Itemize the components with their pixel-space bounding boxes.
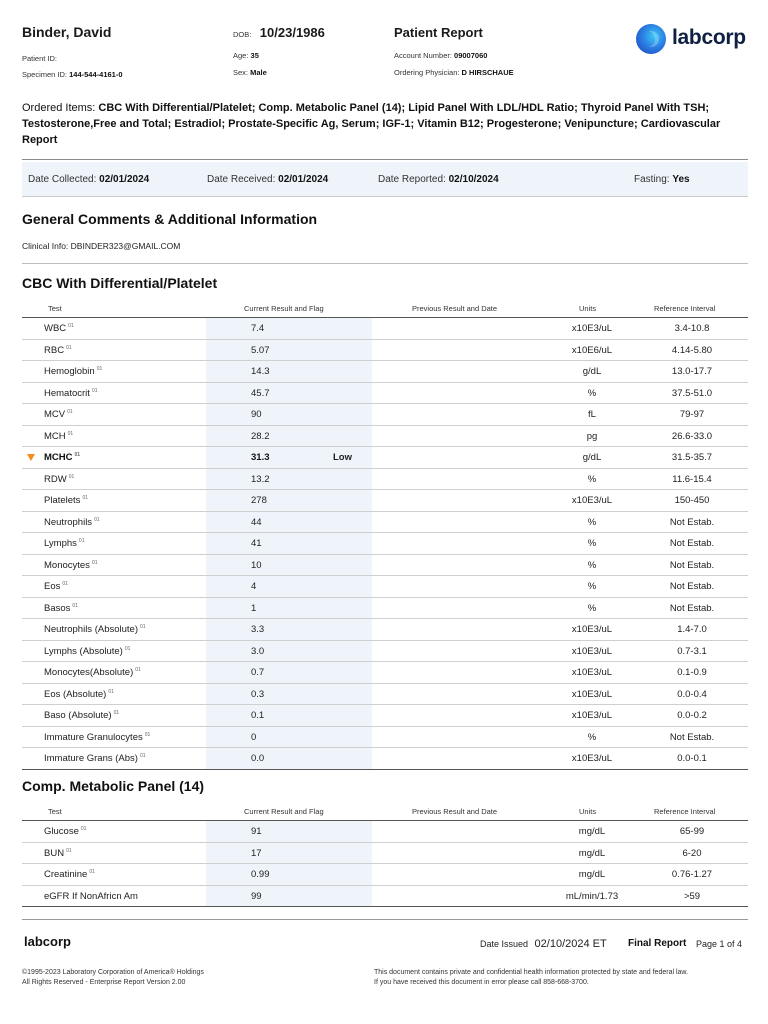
footnote-marker: 01 — [80, 826, 87, 832]
dates-band — [22, 162, 748, 197]
test-name — [44, 495, 88, 506]
current-result-shade — [206, 426, 372, 447]
footnote-marker: 01 — [96, 366, 103, 372]
page-number: Page 1 of 4 — [696, 939, 743, 949]
current-result-shade — [206, 619, 372, 640]
fasting — [634, 174, 690, 185]
report-title: Patient Report — [394, 25, 483, 40]
footnote-marker: 01 — [140, 624, 146, 630]
footnote-marker: 01 — [62, 581, 68, 587]
reference-interval: 31.5-35.7 — [671, 452, 713, 463]
header-units: Units — [579, 807, 597, 816]
footnote-marker: 01 — [68, 473, 75, 480]
test-name — [44, 710, 119, 721]
confidentiality-line-2: If you have received this document in error please call 858-668-3700. — [374, 979, 589, 986]
reference-interval: Not Estab. — [669, 538, 715, 549]
test-name-text: Neutrophils — [44, 516, 93, 528]
table-row — [22, 318, 748, 340]
units: g/dL — [582, 366, 602, 377]
current-result-shade — [206, 598, 372, 619]
cmp-section-title: Comp. Metabolic Panel (14) — [22, 778, 205, 794]
units: x10E3/uL — [571, 710, 613, 721]
footnote-marker: 01 — [124, 645, 131, 652]
cmp-rows — [22, 821, 748, 907]
date-issued-label: Date Issued — [480, 939, 529, 949]
date-issued — [480, 938, 607, 950]
test-name-text: Lymphs — [44, 538, 77, 550]
test-name-text: Basos — [44, 602, 71, 614]
patient-id-label: Patient ID: — [22, 54, 58, 63]
current-result-shade — [206, 361, 372, 382]
sex-value: Male — [250, 68, 267, 77]
current-result: 0.0 — [251, 753, 265, 764]
header-reference-interval: Reference Interval — [654, 807, 716, 816]
units: % — [587, 581, 597, 592]
table-row — [22, 426, 748, 448]
units: % — [587, 559, 597, 571]
test-name — [44, 517, 100, 528]
reference-interval: 0.1-0.9 — [677, 667, 707, 678]
test-name-text: Immature Granulocytes — [44, 731, 143, 743]
test-name — [44, 646, 130, 657]
units: x10E3/uL — [571, 624, 613, 635]
table-row — [22, 512, 748, 534]
current-result-shade — [206, 727, 372, 748]
test-name — [44, 891, 140, 902]
current-result-shade — [206, 684, 372, 705]
units: % — [587, 731, 597, 743]
current-result-shade — [206, 662, 372, 683]
current-result: 28.2 — [251, 430, 270, 442]
table-row — [22, 619, 748, 641]
copyright — [22, 968, 322, 988]
reference-interval: 3.4-10.8 — [674, 323, 710, 334]
reference-interval: 0.0-0.4 — [677, 688, 707, 700]
test-name — [44, 753, 146, 764]
test-name-text: Baso (Absolute) — [44, 710, 112, 722]
footnote-marker: 01 — [67, 409, 73, 415]
labcorp-logo-icon — [636, 24, 666, 54]
footnote-marker: 01 — [89, 869, 95, 875]
reference-interval: >59 — [683, 890, 701, 902]
cbc-section-title: CBC With Differential/Platelet — [22, 275, 218, 291]
reference-interval: Not Estab. — [669, 731, 715, 743]
test-name-text: Immature Grans (Abs) — [44, 753, 138, 765]
copyright-line-2: All Rights Reserved - Enterprise Report Version 2.00 — [22, 979, 186, 986]
cbc-table — [22, 299, 748, 770]
test-name — [44, 366, 102, 377]
test-name — [44, 560, 98, 571]
test-name-text: BUN — [44, 847, 65, 859]
current-result-shade — [206, 469, 372, 490]
warning-triangle-icon — [27, 454, 35, 461]
table-row — [22, 662, 748, 684]
units: % — [587, 602, 597, 614]
table-row — [22, 404, 748, 426]
test-name — [44, 826, 86, 837]
test-name — [44, 452, 80, 463]
current-result: 7.4 — [251, 323, 265, 334]
test-name-text: Hematocrit — [44, 387, 90, 399]
current-result-shade — [206, 864, 372, 885]
reference-interval: 11.6-15.4 — [672, 473, 712, 485]
current-result: 0.99 — [251, 869, 270, 880]
reference-interval: 0.76-1.27 — [671, 869, 713, 880]
reference-interval: 65-99 — [679, 826, 705, 837]
cbc-rows — [22, 318, 748, 770]
units: x10E6/uL — [571, 344, 613, 356]
table-row — [22, 705, 748, 727]
fasting-label: Fasting: — [634, 174, 670, 185]
reference-interval: 1.4-7.0 — [677, 624, 707, 635]
current-result-shade — [206, 340, 372, 361]
footnote-marker: 01 — [82, 495, 88, 501]
labcorp-logo — [636, 22, 748, 56]
test-name — [44, 323, 74, 334]
current-result: 14.3 — [251, 366, 270, 377]
units: x10E3/uL — [571, 323, 613, 334]
footnote-marker: 01 — [144, 731, 151, 738]
units: x10E3/uL — [571, 645, 613, 657]
current-result-shade — [206, 821, 372, 842]
test-name-text: Neutrophils (Absolute) — [44, 624, 138, 636]
age-value: 35 — [250, 51, 259, 60]
table-row — [22, 469, 748, 491]
test-name-text: Eos (Absolute) — [44, 688, 107, 700]
table-row — [22, 748, 748, 770]
test-name-text: eGFR If NonAfricn Am — [44, 890, 138, 902]
current-result: 0.3 — [251, 688, 265, 700]
reference-interval: Not Estab. — [669, 581, 715, 592]
table-row — [22, 490, 748, 512]
ordered-items-value: CBC With Differential/Platelet; Comp. Metabolic Panel (14); Lipid Panel With LDL/HDL Ratio; Thyroid Panel With TSH; Testosterone,Free and Total; Estradiol; Prostate-Specific Ag, Serum; IGF-1; Vitamin B12; Progesterone; Venipuncture; Cardiovascular Report — [22, 102, 721, 146]
header-current-result: Current Result and Flag — [244, 807, 324, 816]
confidentiality-notice — [374, 968, 754, 988]
sex — [233, 68, 267, 77]
units: % — [587, 473, 597, 485]
units: % — [587, 516, 597, 528]
footer-logo: labcorp — [24, 934, 71, 949]
divider — [22, 159, 748, 160]
header-reference-interval: Reference Interval — [654, 304, 716, 313]
cmp-table — [22, 802, 748, 907]
units: g/dL — [582, 452, 602, 463]
test-name — [44, 409, 73, 420]
units: pg — [586, 430, 598, 442]
units: % — [587, 387, 597, 399]
date-reported-label: Date Reported: — [378, 174, 446, 185]
test-name-text: Monocytes — [44, 559, 90, 571]
date-received — [207, 174, 328, 185]
test-name-text: Creatinine — [44, 869, 88, 881]
current-result: 91 — [251, 826, 262, 837]
header-previous-result: Previous Result and Date — [412, 807, 498, 816]
footnote-marker: 01 — [108, 688, 114, 695]
current-result: 90 — [251, 409, 262, 420]
current-result-shade — [206, 555, 372, 576]
physician-value: D HIRSCHAUE — [461, 68, 514, 77]
patient-name: Binder, David — [22, 24, 112, 40]
clinical-info: Clinical Info: DBINDER323@GMAIL.COM — [22, 241, 181, 251]
test-name-text: WBC — [44, 323, 67, 335]
units: x10E3/uL — [571, 688, 613, 700]
current-result-shade — [206, 843, 372, 864]
current-result: 99 — [251, 890, 262, 902]
table-row — [22, 886, 748, 908]
current-result: 13.2 — [251, 473, 270, 485]
footnote-marker: 01 — [74, 452, 81, 458]
current-result-shade — [206, 533, 372, 554]
test-name — [44, 388, 98, 399]
units: fL — [588, 409, 596, 420]
current-result: 3.3 — [251, 624, 265, 635]
current-result: 0 — [251, 731, 257, 743]
units: mg/dL — [578, 847, 606, 859]
current-result: 4 — [251, 581, 257, 592]
footnote-marker: 01 — [91, 387, 98, 394]
table-row — [22, 598, 748, 620]
header-test: Test — [48, 807, 62, 816]
footnote-marker: 01 — [135, 667, 141, 673]
dob — [233, 24, 325, 42]
date-reported — [378, 174, 499, 185]
footnote-marker: 01 — [113, 710, 120, 716]
physician-label: Ordering Physician: — [394, 68, 460, 77]
labcorp-logo-text: labcorp — [672, 26, 746, 49]
table-row — [22, 361, 748, 383]
table-row — [22, 383, 748, 405]
current-result-shade — [206, 490, 372, 511]
footer-divider — [22, 919, 748, 920]
test-name — [44, 581, 68, 592]
table-row — [22, 555, 748, 577]
dob-value: 10/23/1986 — [259, 25, 325, 40]
reference-interval: 0.0-0.1 — [677, 753, 707, 764]
footnote-marker: 01 — [66, 344, 72, 351]
units: mg/dL — [578, 869, 606, 880]
table-row — [22, 727, 748, 749]
table-row — [22, 576, 748, 598]
copyright-line-1: ©1995-2023 Laboratory Corporation of America® Holdings — [22, 969, 204, 976]
current-result: 0.7 — [251, 667, 265, 678]
account-number — [394, 51, 487, 60]
current-result-shade — [206, 641, 372, 662]
current-result-shade — [206, 705, 372, 726]
divider — [22, 263, 748, 264]
reference-interval: 150-450 — [674, 495, 710, 506]
reference-interval: 4.14-5.80 — [671, 344, 713, 356]
fasting-value: Yes — [672, 174, 690, 185]
footnote-marker: 01 — [91, 559, 98, 566]
footnote-marker: 01 — [66, 847, 72, 854]
test-name-text: Monocytes(Absolute) — [44, 667, 134, 679]
footnote-marker: 01 — [68, 323, 74, 329]
units: x10E3/uL — [571, 667, 613, 678]
current-result: 10 — [251, 559, 262, 571]
table-header — [22, 802, 748, 821]
reference-interval: 0.7-3.1 — [677, 645, 707, 657]
account-value: 09007060 — [454, 51, 488, 60]
general-comments-title: General Comments & Additional Information — [22, 211, 318, 227]
reference-interval: Not Estab. — [669, 559, 715, 571]
current-result-shade — [206, 383, 372, 404]
footnote-marker: 01 — [72, 602, 78, 609]
test-name — [44, 538, 84, 549]
units: mL/min/1.73 — [565, 890, 619, 902]
current-result: 17 — [251, 847, 262, 859]
specimen-id — [22, 70, 123, 79]
current-result: 5.07 — [251, 344, 270, 356]
sex-label: Sex: — [233, 68, 249, 77]
current-result-shade — [206, 512, 372, 533]
reference-interval: Not Estab. — [669, 516, 715, 528]
test-name-text: MCV — [44, 409, 66, 421]
reference-interval: 37.5-51.0 — [671, 387, 713, 399]
table-row — [22, 821, 748, 843]
date-collected — [28, 174, 149, 185]
test-name — [44, 869, 95, 880]
reference-interval: 6-20 — [682, 847, 702, 859]
current-result: 41 — [251, 538, 262, 549]
test-name — [44, 624, 146, 635]
account-label: Account Number: — [394, 51, 452, 60]
date-received-value: 02/01/2024 — [278, 174, 329, 185]
result-flag: Low — [333, 452, 352, 463]
current-result: 44 — [251, 516, 262, 528]
current-result: 31.3 — [251, 452, 270, 463]
units: x10E3/uL — [571, 495, 613, 506]
test-name — [44, 689, 114, 700]
table-row — [22, 641, 748, 663]
header-current-result: Current Result and Flag — [244, 304, 324, 313]
final-report-label: Final Report — [628, 938, 687, 949]
ordering-physician — [394, 68, 514, 77]
test-name-text: RDW — [44, 473, 67, 485]
reference-interval: 0.0-0.2 — [677, 710, 707, 721]
current-result: 45.7 — [251, 387, 270, 399]
test-name — [44, 848, 72, 859]
current-result: 3.0 — [251, 645, 265, 657]
patient-id — [22, 54, 57, 63]
table-header — [22, 299, 748, 318]
test-name-text: MCH — [44, 430, 66, 442]
test-name — [44, 603, 78, 614]
current-result: 1 — [251, 602, 257, 614]
units: mg/dL — [578, 826, 606, 837]
header-test: Test — [48, 304, 62, 313]
specimen-id-label: Specimen ID: — [22, 70, 68, 79]
table-row — [22, 843, 748, 865]
test-name-text: RBC — [44, 344, 65, 356]
report-header — [22, 22, 748, 82]
age-label: Age: — [233, 51, 249, 60]
date-received-label: Date Received: — [207, 174, 276, 185]
confidentiality-line-1: This document contains private and confidential health information protected by state and federal law. — [374, 969, 689, 976]
footnote-marker: 01 — [67, 430, 74, 437]
current-result: 278 — [251, 495, 267, 506]
ordered-items — [22, 100, 748, 148]
current-result-shade — [206, 576, 372, 597]
table-row — [22, 447, 748, 469]
date-issued-value: 02/10/2024 ET — [534, 938, 607, 950]
reference-interval: Not Estab. — [669, 602, 715, 614]
footnote-marker: 01 — [139, 753, 146, 759]
date-collected-label: Date Collected: — [28, 174, 97, 185]
units: x10E3/uL — [571, 753, 613, 764]
date-collected-value: 02/01/2024 — [99, 174, 150, 185]
footnote-marker: 01 — [94, 516, 100, 523]
dob-label: DOB: — [233, 30, 252, 39]
test-name-text: Lymphs (Absolute) — [44, 645, 123, 657]
specimen-id-value: 144-544-4161-0 — [69, 70, 123, 79]
footnote-marker: 01 — [78, 538, 85, 544]
test-name-text: Glucose — [44, 826, 79, 838]
current-result: 0.1 — [251, 710, 265, 721]
reference-interval: 13.0-17.7 — [671, 366, 713, 377]
test-name — [44, 667, 141, 678]
test-name-text: Hemoglobin — [44, 366, 95, 378]
test-name — [44, 732, 150, 743]
test-name-text: MCHC — [44, 452, 73, 464]
current-result-shade — [206, 404, 372, 425]
header-previous-result: Previous Result and Date — [412, 304, 498, 313]
test-name — [44, 431, 73, 442]
test-name-text: Eos — [44, 581, 61, 593]
reference-interval: 79-97 — [679, 409, 705, 420]
table-row — [22, 684, 748, 706]
current-result-shade — [206, 318, 372, 339]
reference-interval: 26.6-33.0 — [671, 430, 713, 442]
current-result-shade — [206, 886, 372, 907]
table-row — [22, 533, 748, 555]
test-name-text: Platelets — [44, 495, 81, 507]
current-result-shade — [206, 748, 372, 769]
header-units: Units — [579, 304, 597, 313]
test-name — [44, 345, 72, 356]
test-name — [44, 474, 74, 485]
table-row — [22, 340, 748, 362]
units: % — [587, 538, 597, 549]
ordered-items-label: Ordered Items: — [22, 102, 96, 114]
age — [233, 51, 259, 60]
date-reported-value: 02/10/2024 — [448, 174, 499, 185]
table-row — [22, 864, 748, 886]
